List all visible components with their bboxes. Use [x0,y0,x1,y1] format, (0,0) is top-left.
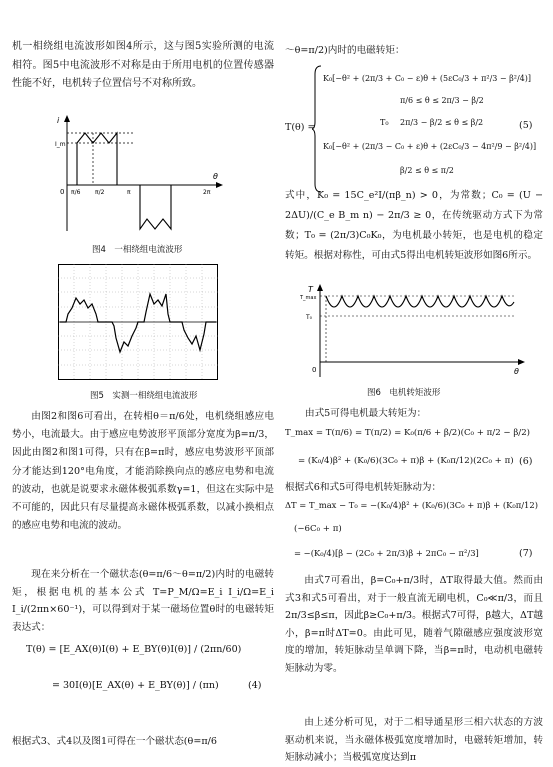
fig4-x-label: θ [213,172,218,181]
figure-4-current-waveform [55,113,225,233]
figure-6-caption: 图6 电机转矩波形 [367,388,441,398]
fig4-zero-label: 0 [60,188,65,196]
left-paragraph-4: 根据式3、式4以及图1可得在一个磁状态(θ=π/6 [12,736,218,747]
equation-5-number: (5) [519,120,533,131]
right-paragraph-2: 由式5可得电机最大转矩为： [305,408,427,419]
right-line-1: ～θ=π/2)内时的电磁转矩： [285,45,405,56]
equation-5-row-4: 2π/3 − β/2 ≤ θ ≤ β/2 [400,118,484,127]
figure-6-torque-waveform [300,282,525,382]
equation-4-line-1: T(θ) = [E_AX(θ)I(θ) + E_BY(θ)I(θ)] / (2πn/60) [26,644,242,655]
equation-4-number: (4) [248,680,262,691]
fig6-y0-label: T₀ [306,314,313,321]
equation-6-line-2: = (K₀/4)β² + (K₀/6)(3C₀ + π)β + (K₀π/12)(2C₀ + π) [298,456,514,466]
left-paragraph-2: 由图2和图6可看出，在转相θ＝π/6处，电机绕组感应电势小，电流最大。由于感应电势波形平顶部分宽度为β=π/3，因此由图2和图1可得，只有在β=π时，感应电势波形平顶部分才能达到120°电角度，才能消除换向点的感应电势和电流的波动，也就是说要求永磁体极弧系数γ=1，但这在实际中是不可能的，因此只有尽量提高永磁体极弧系数，以减小换相点的感应电势和电流的波动。 [12,411,274,532]
right-paragraph-1: 式中，K₀ = 15C_e²I/(πβ_n) > 0，为常数；C₀ = (U − 2ΔU)/(C_e B_m n) − 2π/3 ≥ 0，在传统驱动方式下为常数；T₀ = (2π/3)C₀K₀，为电机最小转矩，也是电机的稳定转矩。根据对称性，可由式5得出电机转矩波形如图6所示。 [285,190,543,261]
fig4-y-label: i [57,116,60,125]
equation-5-lhs: T(θ) = [285,122,316,133]
equation-5-row-5: K₀[−θ² + (2π/3 − C₀ + ε)θ + (2εC₀/3 − 4π²/9 − β²/4)] [323,142,537,151]
equation-4-line-2: = 30I(θ)[E_AX(θ) + E_BY(θ)] / (πn) [52,680,219,691]
equation-5-row-3: T₀ [380,118,389,127]
right-paragraph-4: 由式7可看出，β=C₀+π/3时，ΔT取得最大值。然而由式3和式5可看出，对于一般直流无刷电机，C₀≪π/3，而且2π/3≤β≤π，因此β≥C₀+π/3。根据式7可得，β越大，ΔT越小，β=π时ΔT=0。由此可见，随着气隙磁感应强度波形宽度的增加，转矩脉动呈单调下降，当β=π时，电动机电磁转矩脉动为零。 [285,575,543,674]
fig6-y-label: T [308,285,313,294]
fig4-tick-3: π [127,189,131,196]
right-paragraph-5: 由上述分析可见，对于二相导通星形三相六状态的方波驱动机来说，当永磁体极弧宽度增加时，电磁转矩增加，转矩脉动减小；当极弧宽度达到π [285,717,543,764]
equation-7-line-1: ΔT = T_max − T₀ = −(K₀/4)β² + (K₀/6)(3C₀ + π)β + (K₀π/12) [285,500,538,510]
fig4-tick-2: π/2 [95,189,105,196]
fig6-zero-label: 0 [312,366,317,374]
equation-7-line-2: (−6C₀ + π) [294,524,342,534]
fig6-ymax-label: T_max [300,295,317,301]
right-paragraph-3: 根据式6和式5可得电机转矩脉动为： [285,482,442,493]
equation-7-number: (7) [519,548,533,559]
figure-4-caption: 图4 一相绕组电流波形 [92,245,183,255]
equation-6-number: (6) [519,456,533,467]
equation-5-brace [312,64,322,194]
equation-5-row-6: β/2 ≤ θ ≤ π/2 [400,166,454,175]
left-paragraph-1: 机一相绕组电流波形如图4所示，这与图5实验所测的电流相符。图5中电流波形不对称是由于所用电机的位置传感器性能不好，电机转子位置信号不对称所致。 [12,41,274,89]
fig4-ym-label: I_m [55,141,66,148]
fig4-tick-4: 2π [203,189,211,196]
equation-5-row-2: π/6 ≤ θ ≤ 2π/3 − β/2 [400,96,484,105]
equation-6-line-1: T_max = T(π/6) = T(π/2) = K₀(π/6 + β/2)(C₀ + π/2 − β/2) [285,428,531,438]
figure-5-measured-waveform [58,264,218,380]
fig6-x-label: θ [514,367,519,376]
left-paragraph-3: 现在来分析在一个磁状态(θ=π/6～θ=π/2)内时的电磁转矩，根据电机的基本公式 T=P_M/Ω=E_i I_i/Ω=E_i I_i/(2πn×60⁻¹)，可以得到对于某一磁场位置θ时的电磁转矩表达式： [12,569,274,633]
figure-5-caption: 图5 实测一相绕组电流波形 [90,391,198,401]
equation-7-line-3: = −(K₀/4)[β − (2C₀ + 2π/3)β + 2πC₀ − π²/3] [294,548,479,558]
equation-5-row-1: K₀[−θ² + (2π/3 + C₀ − ε)θ + (5εC₀/3 + π²/3 − β²/4)] [323,74,532,83]
fig4-tick-1: π/6 [71,189,81,196]
